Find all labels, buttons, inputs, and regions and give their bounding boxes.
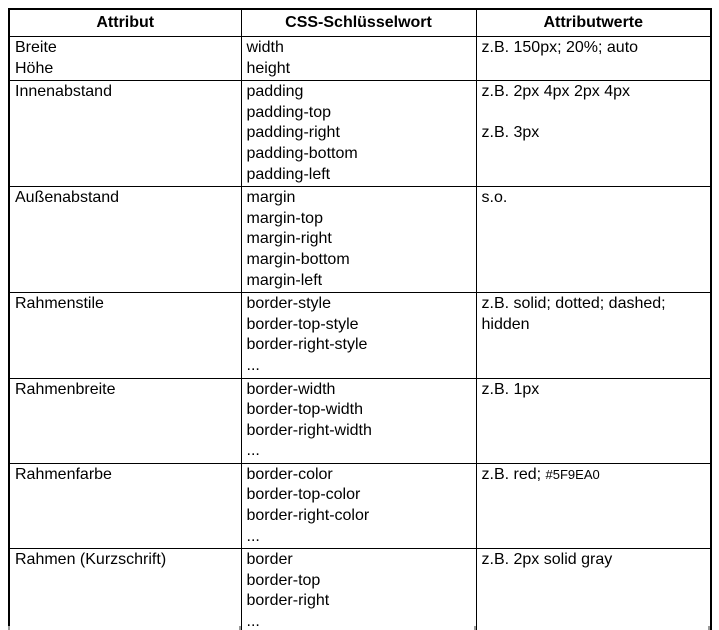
attribut-cell — [9, 463, 241, 548]
cell-line: Innenabstand — [15, 83, 112, 101]
cell-line: ... — [246, 527, 260, 545]
table-header — [9, 9, 711, 37]
cell-line — [482, 103, 707, 124]
keyword-cell — [241, 463, 476, 548]
cell-line: z.B. 150px; 20%; auto — [481, 39, 639, 56]
keyword-cell — [241, 81, 476, 187]
cell-line: padding-top — [246, 103, 332, 121]
attribut-cell — [9, 81, 241, 187]
cell-line: border — [246, 551, 293, 569]
table-row — [9, 549, 711, 630]
cell-line: border-right-style — [246, 336, 368, 354]
cell-line: margin-bottom — [246, 250, 350, 268]
cell-line: border-width — [246, 380, 336, 398]
cell-line: z.B. 1px — [481, 380, 540, 398]
table-row — [9, 463, 711, 548]
header-attribute-values: Attributwerte — [476, 9, 711, 37]
css-properties-table — [8, 8, 712, 630]
cell-line: s.o. — [481, 189, 508, 207]
table-row — [9, 81, 711, 187]
attribut-cell — [9, 37, 241, 81]
values-cell — [476, 378, 711, 463]
cutoff-row-border-stub — [239, 626, 241, 630]
cell-line: Breite — [15, 39, 57, 56]
cell-line: ... — [246, 613, 260, 630]
cell-line: z.B. solid; dotted; dashed; — [481, 295, 666, 313]
attribut-cell — [9, 293, 241, 378]
cell-line: padding-bottom — [246, 144, 358, 162]
cell-line: Rahmenstile — [15, 295, 104, 313]
cell-line: padding — [246, 83, 304, 101]
keyword-cell — [241, 378, 476, 463]
values-cell — [476, 187, 711, 293]
cell-line: margin-top — [246, 209, 323, 227]
cell-line: border-top-style — [246, 315, 359, 333]
cell-line: ... — [246, 356, 260, 374]
table-row — [9, 187, 711, 293]
cell-line: height — [246, 59, 291, 77]
keyword-cell — [241, 549, 476, 630]
attribut-cell — [9, 187, 241, 293]
cell-line: width — [246, 39, 284, 56]
values-cell — [476, 37, 711, 81]
cell-line: margin — [246, 189, 296, 207]
header-row — [9, 9, 711, 37]
cell-line: border-top-width — [246, 401, 363, 419]
attribut-cell — [9, 378, 241, 463]
keyword-cell — [241, 187, 476, 293]
cell-line — [482, 465, 707, 486]
cell-line: Rahmenfarbe — [15, 465, 112, 483]
values-cell — [476, 549, 711, 630]
cutoff-row-border-stub — [8, 626, 10, 630]
attribut-cell — [9, 549, 241, 630]
cell-line: Außenabstand — [15, 189, 120, 207]
cell-line: Rahmenbreite — [15, 380, 116, 398]
cell-line: border-top-color — [246, 486, 361, 504]
cell-line: Rahmen (Kurzschrift) — [15, 551, 167, 569]
cell-line: hidden — [481, 315, 530, 333]
cell-line: z.B. 3px — [481, 124, 540, 142]
table-row — [9, 378, 711, 463]
cell-line: padding-left — [246, 165, 331, 183]
cell-line: border-right-width — [246, 421, 372, 439]
table-body — [9, 37, 711, 630]
cell-line: padding-right — [246, 124, 340, 142]
table-row — [9, 293, 711, 378]
cell-line: border-right — [246, 592, 330, 610]
cell-line: z.B. 2px 4px 2px 4px — [481, 83, 631, 101]
keyword-cell — [241, 293, 476, 378]
cell-line: z.B. 2px solid gray — [481, 551, 613, 569]
header-attribut: Attribut — [9, 9, 241, 37]
cell-line: border-right-color — [246, 507, 370, 525]
cell-line: margin-right — [246, 230, 332, 248]
cell-line: margin-left — [246, 271, 323, 289]
cell-line: border-top — [246, 571, 321, 589]
cell-line: Höhe — [15, 59, 54, 77]
hex-color-code: #5F9EA0 — [545, 466, 600, 482]
values-cell — [476, 463, 711, 548]
cutoff-row-border-stub — [474, 626, 476, 630]
keyword-cell — [241, 37, 476, 81]
table-row — [9, 37, 711, 81]
cell-line: ... — [246, 442, 260, 460]
cell-line: border-style — [246, 295, 331, 313]
cutoff-row-border-stub — [708, 626, 710, 630]
cell-line: border-color — [246, 465, 333, 483]
header-css-keyword: CSS-Schlüsselwort — [241, 9, 476, 37]
values-cell — [476, 293, 711, 378]
value-text: z.B. red; — [481, 465, 546, 483]
values-cell — [476, 81, 711, 187]
